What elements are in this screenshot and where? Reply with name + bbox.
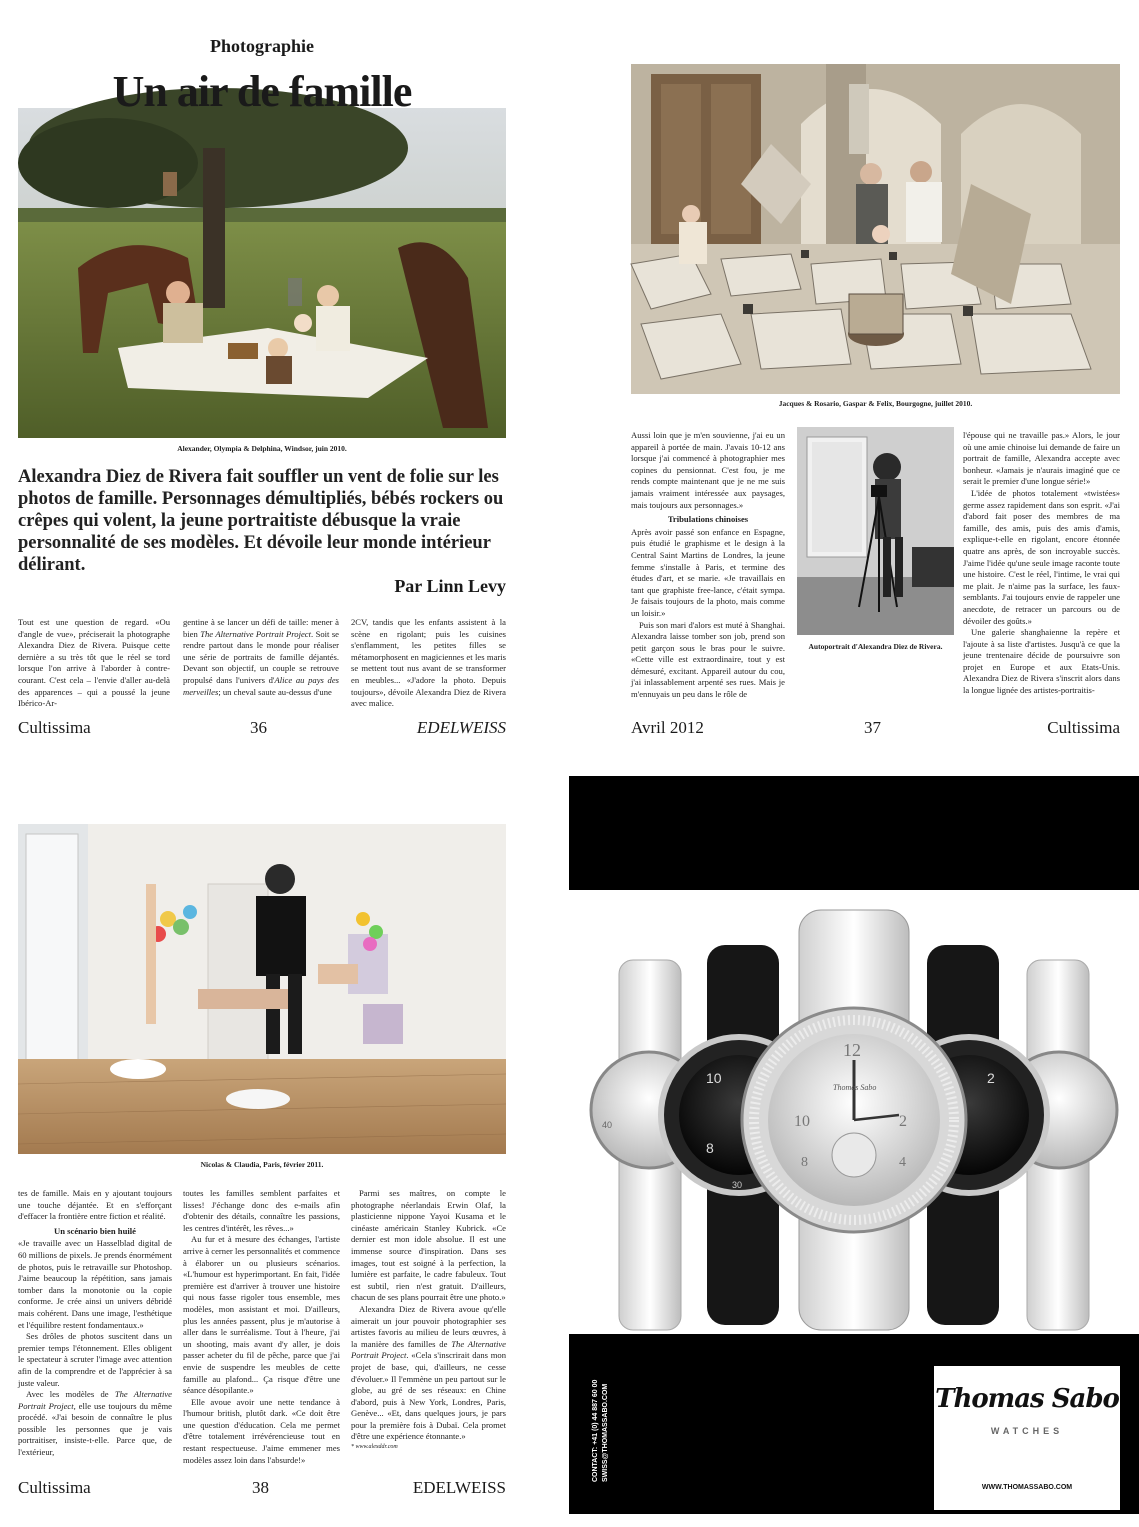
paragraph: 2CV, tandis que les enfants assistent à la scène en rigolant; puis les cuisines s'enflamment, les petites filles se métamorphosent en magiciennes et les maris se mettent tout nus avant de se transformer en meubles... «J'adore la photo. Depuis toujours», dévoile Alexandra Diez de Rivera avec malice. (351, 617, 506, 709)
footer-date: Avril 2012 (631, 718, 704, 737)
paragraph: L'idée de photos totalement «twistées» germe assez rapidement dans son esprit. «J'ai d'abord fait poser des membres de ma famille, des amis, puis des amis d'amis, explique-t-elle en rigolant, encore étonnée quatre ans après, de son incroyable succès. J'aime l'idée qu'une seule image raconte toute une histoire. C'est le réel, l'intime, le vrai qui me plait. Je n'aime pas la surface, les faux-semblants. J'ai toujours envie de rappeler une anecdote, de retracer un parcours ou de dévoiler des goûts.» (963, 487, 1120, 626)
brand-subtitle: WATCHES (990, 1426, 1064, 1436)
subheading: Un scénario bien huilé (54, 1225, 136, 1236)
small-photo-caption: Autoportrait d'Alexandra Diez de Rivera. (808, 642, 943, 651)
bezel-marking: 30 (732, 1180, 743, 1190)
paragraph: «Je travaille avec un Hasselblad digital de 60 millions de pixels. Je prends énormément de photos, puis le retravaille sur Photoshop. J'aime beaucoup la répétition, sans jamais tomber dans la monotonie ou la copie conforme. Je crée ainsi un univers débridé mais cohérent. Dans une image, l'esthétique et l'équilibre restent fondamentaux.» (18, 1238, 172, 1330)
paragraph: Elle avoue avoir une nette tendance à l'humour british, plutôt dark. «Ce doit être une question d'éducation. Cela me permet d'être totalement irrévérencieuse tout en restant respectueuse. J'aime emmener mes modèles assez loin dans l'absurde!» (183, 1396, 340, 1465)
paragraph: Tout est une question de regard. «Ou d'angle de vue», préciserait la photographe Alexandra Diez de Rivera. Puisque cette dernière a su très tôt que le réel se tord lorsque l'on arrive à l'aborder à contre-courant. C'est cela – l'envie d'aller au-delà des apparences – qui a poussé la jeune Ibérico-Ar- (18, 617, 170, 709)
paragraph: Ses drôles de photos suscitent dans un premier temps l'étonnement. Elles obligent le spectateur à scruter l'image avec attention afin de la comprendre et de l'apprécier à sa juste valeur. (18, 1331, 172, 1388)
paragraph: Une galerie shanghaienne la repère et l'ajoute à sa liste d'artistes. Jusqu'à ce que la jeune trentenaire décide de poursuivre son projet en Europe et aux Etats-Unis. Alexandra Diez de Rivera s'inscrit alors dans la longue lignée des artistes-portraitis- (963, 627, 1120, 696)
family-paris-photo (18, 824, 506, 1154)
headline: Un air de famille (112, 67, 412, 116)
self-portrait-photo (797, 427, 954, 635)
article-column (351, 1188, 506, 1444)
paragraph: Avec les modèles de The Alternative Portrait Project, elle use toujours du même procédé. «J'ai besoin de connaître le plus possible les personnes que je vais portraitiser, insiste-t-elle. Parce que, de l'extérieur, (18, 1389, 172, 1458)
dial-numeral: 8 (801, 1155, 808, 1170)
article-column (351, 617, 506, 709)
dial-numeral: 8 (706, 1140, 714, 1156)
dial-numeral: 10 (706, 1070, 722, 1086)
contact-phone: CONTACT: +41 (0) 44 887 60 00 (592, 1379, 599, 1482)
subheading: Tribulations chinoises (667, 514, 749, 525)
photo-caption: Jacques & Rosario, Gaspar & Felix, Bourgogne, juillet 2010. (778, 399, 973, 408)
ad-top-black-band (569, 776, 1139, 890)
footer-section: EDELWEISS (416, 718, 506, 737)
bezel-marking: 40 (602, 1120, 613, 1130)
dial-numeral: 12 (843, 1040, 861, 1060)
article-column (183, 1188, 340, 1465)
paragraph: toutes les familles semblent parfaites et lisses! J'échange donc des e-mails afin d'obtenir des détails, connaître les passions, les centres d'intérêt, les rêves...» (183, 1188, 340, 1233)
article-column (18, 617, 170, 709)
photo-caption: Alexander, Olympia & Delphina, Windsor, juin 2010. (177, 444, 347, 453)
paragraph: Aussi loin que je m'en souvienne, j'ai eu un appareil à portée de main. J'avais 10-12 ans lorsque j'ai commencé à photographier mes copines du pensionnat. C'est fou, je me rends compte maintenant que je ne me suis jamais vraiment intéressée aux paysages, mais toujours aux personnages.» (631, 430, 785, 510)
page-number: 37 (864, 718, 881, 737)
article-column (18, 1188, 172, 1456)
footer-section: EDELWEISS (412, 1478, 506, 1497)
brand-logo: Thomas Sabo (935, 1384, 1119, 1414)
dial-brand: Thomas Sabo (833, 1083, 877, 1092)
paragraph: l'épouse qui ne travaille pas.» Alors, le jour où une amie chinoise lui demande de faire un portrait de famille, Alexandra accepte avec bonheur. «Jamais je n'aurais imaginé que ce serait le premier d'une longue série!» (963, 430, 1120, 487)
dial-numeral: 2 (987, 1070, 995, 1086)
dial-numeral: 10 (794, 1113, 810, 1130)
paragraph: gentine à se lancer un défi de taille: mener à bien The Alternative Portrait Project. Soit se rendre partout dans le monde pour réaliser une série de portraits de famille déjantés. Devant son objectif, un couple se retrouve propulsé dans l'univers d'Alice au pays des merveilles; un cheval saute au-dessus d'une (183, 617, 339, 697)
page-number: 36 (250, 718, 267, 737)
article-column (963, 430, 1120, 695)
paragraph: Parmi ses maîtres, on compte le photographe néerlandais Erwin Olaf, la plasticienne nippone Yayoi Kusama et le cinéaste américain Stanley Kubrick. «Ce dernier est mon idole absolue. Il est une immense source d'inspiration. Dans ses images, tout est soigné à la perfection, la lumière est parfaite, le cadre fabuleux. Tout est subtil, rien n'est gratuit. D'ailleurs, chacun de ses plans pourrait être une photo.» (351, 1188, 506, 1303)
article-column (631, 430, 785, 700)
lead-paragraph: Alexandra Diez de Rivera fait souffler un vent de folie sur les photos de famille. Personnages démultipliés, bébés rockers ou crêpes qui volent, la jeune portraitiste débusque la vraie personnalité de ses modèles. Et dévoile leur monde intérieur délirant. (18, 467, 504, 575)
brand-logo-box (934, 1366, 1120, 1510)
family-bourgogne-photo (631, 64, 1120, 394)
family-windsor-photo (18, 108, 506, 438)
paragraph: Alexandra Diez de Rivera avoue qu'elle aimerait un jour pouvoir photographier ses artistes favoris au milieu de leurs œuvres, à la manière des familles de The Alternative Portrait Project. «Cela s'inscrirait dans mon projet de base, qui, d'ailleurs, ne cesse d'évoluer.» Il l'emmène un peu partout sur le globe, au gré de ses réseaux: en Chine d'abord, puis à New York, Londres, Paris, Genève... «Et, dans quelques jours, je pars pour la première fois à Dubaï. Cela promet d'être une expérience étonnante.» (351, 1303, 506, 1442)
photo-caption: Nicolas & Claudia, Paris, février 2011. (200, 1160, 324, 1169)
paragraph: Après avoir passé son enfance en Espagne, puis étudié le graphisme et le design à la Central Saint Martins de Londres, la jeune femme s'installe à Paris, et termine des études d'art, et se marie. «Je travaillais en tant que graphiste free-lance, c'était sympa. Je faisais toujours de la photo, mais comme un loisir.» (631, 526, 785, 618)
footnote: * www.alexddr.com (351, 1444, 398, 1450)
contact-email: SWISS@THOMASSABO.COM (602, 1383, 609, 1482)
kicker: Photographie (209, 36, 314, 56)
dial-numeral: 2 (899, 1113, 907, 1130)
dial-numeral: 4 (899, 1155, 906, 1170)
watches-image (569, 890, 1139, 1334)
article-column (183, 617, 339, 699)
footer-magazine-name: Cultissima (18, 1478, 91, 1497)
brand-url[interactable]: WWW.THOMASSABO.COM (981, 1484, 1073, 1491)
page-number: 38 (252, 1478, 269, 1497)
paragraph: Au fur et à mesure des échanges, l'artiste arrive à cerner les personnalités et commence à élaborer un ou plusieurs scénarios. «L'humour est hyperimportant. En fait, l'idée première est d'arriver à trouver une histoire qui nous fasse rigoler tous ensemble, mes modèles, mon assistant et moi. D'ailleurs, plus les années passent, plus je m'autorise à aller dans le surréalisme. Tout à l'heure, j'ai un shooting, mais avant d'y aller, je dois passer acheter du fil de pêche, parce que j'ai envie de suspendre les meubles de cette famille au plafond... Ça risque d'être une séance désopilante.» (183, 1234, 340, 1396)
footer-magazine-name: Cultissima (1047, 718, 1120, 737)
byline: Par Linn Levy (394, 576, 506, 596)
paragraph: tes de famille. Mais en y ajoutant toujours une touche déjantée. Et en s'efforçant d'effacer la frontière entre fiction et réalité. (18, 1188, 172, 1222)
paragraph: Puis son mari d'alors est muté à Shanghai. Alexandra laisse tomber son job, prend son petit garçon sous le bras pour le suivre. «Cette ville est extraordinaire, tout y est démesuré, excitant. Appareil autour du cou, j'ai inlassablement arpenté ses rues. Mais je m'ennuyais un peu dans le rôle de (631, 619, 785, 700)
footer-magazine-name: Cultissima (18, 718, 91, 737)
